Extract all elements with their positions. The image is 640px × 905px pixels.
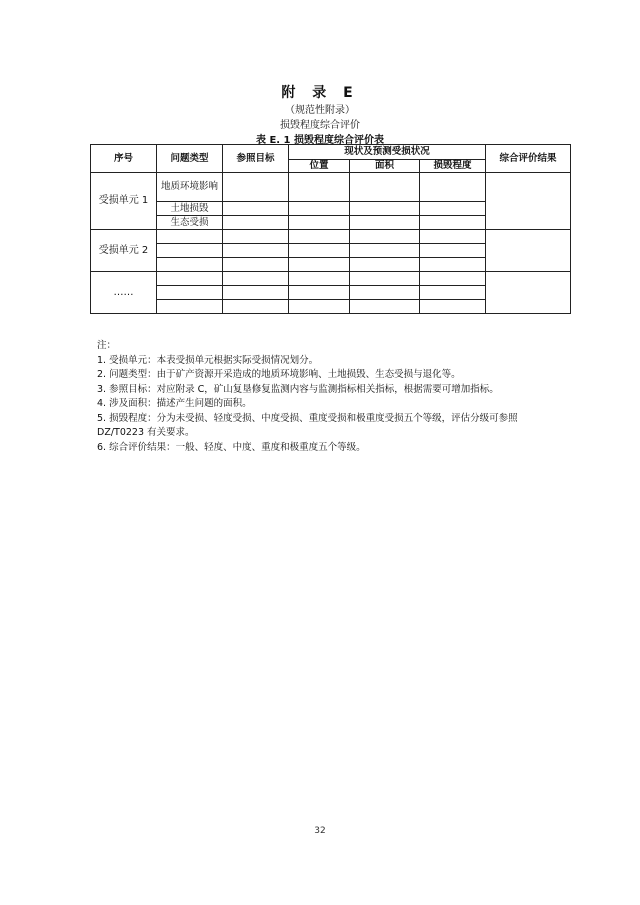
table-row [91,230,571,244]
unit-label: …… [91,272,157,314]
table-header-row [91,145,571,160]
appendix-nature: （规范性附录） [285,105,355,116]
note-item: 4. 涉及面积：描述产生问题的面积。 [97,398,252,409]
area-cell [350,202,420,216]
damage-degree-cell [420,202,486,216]
location-cell [289,216,350,230]
problem-type-cell [157,286,223,300]
reference-cell [223,173,289,202]
note-item: 2. 问题类型：由于矿产资源开采造成的地质环境影响、土地损毁、生态受损与退化等。 [97,369,461,380]
location-cell [289,244,350,258]
reference-cell [223,272,289,286]
area-cell [350,272,420,286]
location-cell [289,286,350,300]
reference-cell [223,258,289,272]
page-number: 32 [314,826,326,836]
problem-type-cell [157,272,223,286]
note-item: 5. 损毁程度：分为未受损、轻度受损、中度受损、重度受损和极重度受损五个等级，评估分级可参照 DZ/T0223 有关要求。 [97,412,518,438]
reference-cell [223,244,289,258]
table-notes [97,339,557,455]
damage-degree-cell [420,244,486,258]
area-cell [350,230,420,244]
area-cell [350,173,420,202]
reference-cell [223,202,289,216]
location-cell [289,173,350,202]
problem-type-cell [157,244,223,258]
reference-cell [223,230,289,244]
note-item: 6. 综合评价结果：一般、轻度、中度、重度和极重度五个等级。 [97,441,366,453]
problem-type-cell: 土地损毁 [157,202,223,216]
damage-degree-cell [420,230,486,244]
notes-heading: 注： [97,340,117,351]
problem-type-cell: 地质环境影响 [157,173,223,202]
appendix-title: 附 录 E [281,85,359,101]
damage-degree-cell [420,286,486,300]
problem-type-cell [157,300,223,314]
table-caption: 表 E. 1 损毁程度综合评价表 [255,135,385,146]
location-cell [289,202,350,216]
overall-result-cell [486,230,571,272]
damage-evaluation-table [90,144,571,314]
area-cell [350,216,420,230]
reference-cell [223,216,289,230]
area-cell [350,286,420,300]
header-location: 位置 [289,160,350,173]
location-cell [289,272,350,286]
reference-cell [223,300,289,314]
unit-label: 受损单元 2 [91,230,157,272]
area-cell [350,258,420,272]
reference-cell [223,286,289,300]
damage-degree-cell [420,272,486,286]
header-area: 面积 [350,160,420,173]
location-cell [289,230,350,244]
damage-degree-cell [420,300,486,314]
header-problem-type: 问题类型 [157,145,223,173]
header-overall-result: 综合评价结果 [486,145,571,173]
location-cell [289,300,350,314]
problem-type-cell: 生态受损 [157,216,223,230]
header-damage-degree: 损毁程度 [420,160,486,173]
appendix-subject: 损毁程度综合评价 [280,120,360,131]
header-seq: 序号 [91,145,157,173]
header-status-group: 现状及预测受损状况 [289,145,486,160]
unit-label: 受损单元 1 [91,173,157,230]
damage-degree-cell [420,216,486,230]
damage-degree-cell [420,258,486,272]
area-cell [350,244,420,258]
damage-degree-cell [420,173,486,202]
table-row [91,272,571,286]
overall-result-cell [486,272,571,314]
area-cell [350,300,420,314]
problem-type-cell [157,258,223,272]
header-reference-target: 参照目标 [223,145,289,173]
table-row [91,173,571,202]
note-item: 1. 受损单元：本表受损单元根据实际受损情况划分。 [97,354,319,366]
overall-result-cell [486,173,571,230]
problem-type-cell [157,230,223,244]
location-cell [289,258,350,272]
note-item: 3. 参照目标：对应附录 C，矿山复垦修复监测内容与监测指标相关指标，根据需要可增加指标。 [97,383,499,395]
